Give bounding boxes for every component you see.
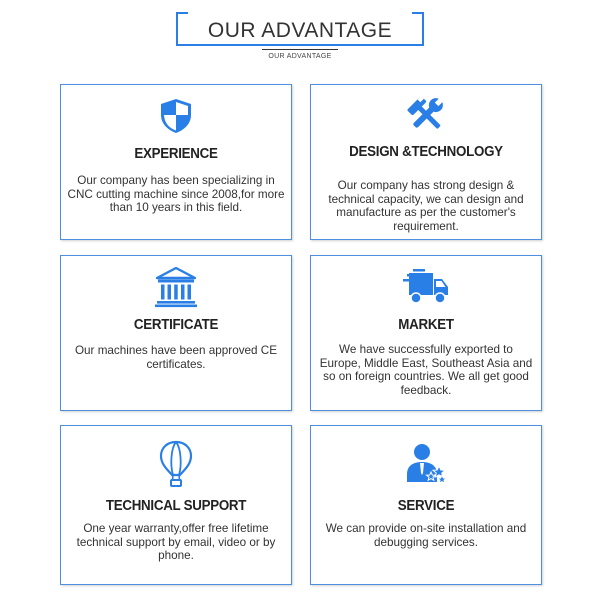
advantage-card-service	[310, 425, 542, 585]
card-description: We can provide on-site installation and debugging services.	[325, 522, 527, 549]
advantage-card-market	[310, 255, 542, 411]
card-title: TECHNICAL SUPPORT	[105, 498, 247, 514]
card-title: SERVICE	[397, 498, 455, 514]
page-subtitle: OUR ADVANTAGE	[268, 53, 332, 60]
page-title: OUR ADVANTAGE	[0, 18, 600, 44]
hot-air-balloon-icon	[159, 440, 193, 488]
tools-icon	[404, 93, 448, 137]
advantage-card-design-technology	[310, 84, 542, 240]
card-description: Our machines have been approved CE certificates.	[74, 344, 278, 371]
card-title: DESIGN &TECHNOLOGY	[349, 144, 503, 160]
advantage-card-certificate	[60, 255, 292, 411]
service-person-icon	[405, 442, 447, 484]
delivery-truck-icon	[403, 268, 449, 306]
card-description: Our company has strong design & technical capacity, we can design and manufacture as per the customer's requirement.	[328, 179, 524, 233]
advantage-card-experience	[60, 84, 292, 240]
card-description: We have successfully exported to Europe, Middle East, Southeast Asia and so on foreign countries. We all get good feedback.	[319, 343, 533, 397]
advantage-card-technical-support	[60, 425, 292, 585]
card-title: CERTIFICATE	[133, 317, 219, 333]
card-description: Our company has been specializing in CNC cutting machine since 2008,for more than 10 years in this field.	[67, 174, 285, 214]
card-title: MARKET	[398, 317, 454, 333]
shield-icon	[158, 97, 194, 135]
card-title: EXPERIENCE	[134, 146, 218, 162]
card-description: One year warranty,offer free lifetime technical support by email, video or by phone.	[76, 522, 276, 562]
institution-icon	[154, 266, 198, 308]
